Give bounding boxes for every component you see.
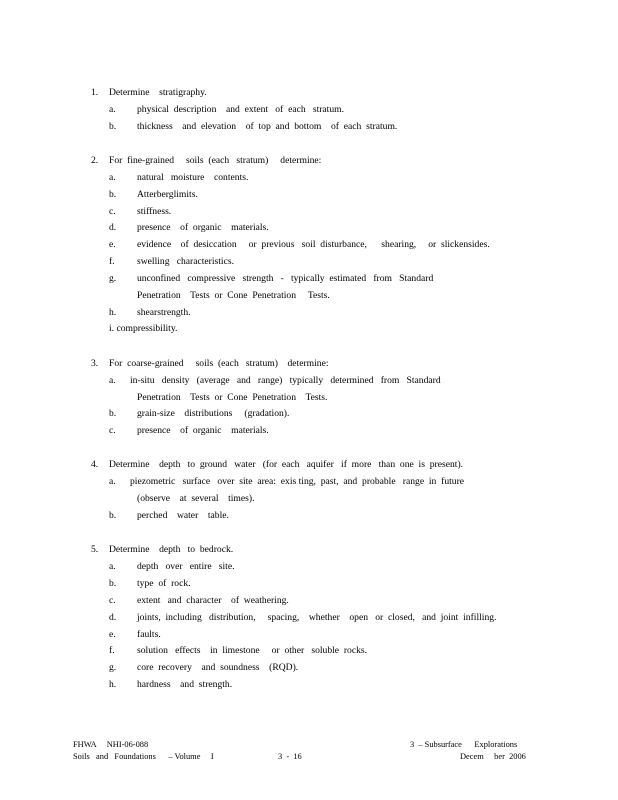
item-text: extent and character of weathering. [137, 595, 289, 606]
item-text: perched water table. [137, 510, 229, 521]
item-text: unconfined compressive strength - typically estimated from Standard [137, 273, 434, 284]
footer-left-line1: FHWA NHI-06-088 [73, 740, 149, 749]
item-letter: h. [109, 307, 117, 318]
item-text: shearstrength. [137, 307, 191, 318]
item-letter: b. [109, 408, 117, 419]
section-heading [91, 459, 463, 470]
item-text: core recovery and soundness (RQD). [137, 662, 299, 673]
item-text: natural moisture contents. [137, 172, 249, 183]
section-number: 3. [91, 358, 99, 369]
item-letter: b. [109, 578, 117, 589]
section-number: 2. [91, 155, 99, 166]
item-text: solution effects in limestone or other soluble rocks. [137, 645, 368, 656]
item-letter: c. [109, 425, 116, 436]
item-text: evidence of desiccation or previous soil disturbance, shearing, or slickensides. [137, 239, 490, 250]
section-heading [91, 358, 329, 369]
section-heading [91, 544, 233, 555]
item-text: presence of organic materials. [137, 425, 269, 436]
item-text: stiffness. [137, 206, 172, 217]
item-letter: b. [109, 510, 117, 521]
item-text: grain-size distributions (gradation). [137, 408, 290, 419]
item-letter: d. [109, 612, 117, 623]
item-text: physical description and extent of each stratum. [137, 104, 345, 115]
section-title: Determine depth to bedrock. [109, 544, 234, 555]
item-letter: e. [109, 239, 116, 250]
item-text: i. compressibility. [109, 323, 178, 334]
item-letter: c. [109, 206, 116, 217]
section-number: 5. [91, 544, 99, 555]
item-letter: a. [109, 104, 116, 115]
item-text: joints, including distribution, spacing, whether open or closed, and joint infilling. [137, 612, 497, 623]
item-text: depth over entire site. [137, 561, 235, 572]
item-letter: g. [109, 273, 117, 284]
item-text: type of rock. [137, 578, 191, 589]
item-letter: g. [109, 662, 117, 673]
section-title: For coarse-grained soils (each stratum) determine: [109, 358, 329, 369]
item-letter: c. [109, 595, 116, 606]
section-title: Determine depth to ground water (for each aquifer if more than one is present). [109, 459, 464, 470]
item-text: thickness and elevation of top and bottom of each stratum. [137, 121, 398, 132]
item-continuation: Penetration Tests or Cone Penetration Tests. [137, 392, 328, 403]
section-number: 1. [91, 87, 99, 98]
item-letter: a. [109, 172, 116, 183]
footer-page-number: 3 - 16 [278, 752, 302, 761]
item-text: piezometric surface over site area: exis ting, past, and probable range in future [130, 476, 465, 487]
section-title: For fine-grained soils (each stratum) determine: [109, 155, 322, 166]
item-letter: a. [109, 375, 116, 386]
item-text: hardness and strength. [137, 679, 233, 690]
footer-left-line2: Soils and Foundations – Volume I [73, 752, 214, 761]
item-letter: f. [109, 256, 115, 267]
item-letter: b. [109, 189, 117, 200]
item-letter: f. [109, 645, 115, 656]
item-letter: e. [109, 629, 116, 640]
item-letter: a. [109, 476, 116, 487]
footer-right-line2: Decem ber 2006 [460, 752, 526, 761]
item-continuation: Penetration Tests or Cone Penetration Tests. [137, 290, 330, 301]
item-letter: a. [109, 561, 116, 572]
section-heading [91, 87, 207, 98]
section-title: Determine stratigraphy. [109, 87, 207, 98]
section-number: 4. [91, 459, 99, 470]
item-text: Atterberglimits. [137, 189, 198, 200]
item-text: in-situ density (average and range) typically determined from Standard [130, 375, 441, 386]
item-continuation: (observe at several times). [137, 493, 255, 504]
section-heading [91, 155, 321, 166]
item-letter: d. [109, 222, 117, 233]
item-text: swelling characteristics. [137, 256, 234, 267]
item-text: presence of organic materials. [137, 222, 269, 233]
item-letter: h. [109, 679, 117, 690]
footer-right-line1: 3 – Subsurface Explorations [410, 740, 518, 749]
item-letter: b. [109, 121, 117, 132]
item-text: faults. [137, 629, 161, 640]
